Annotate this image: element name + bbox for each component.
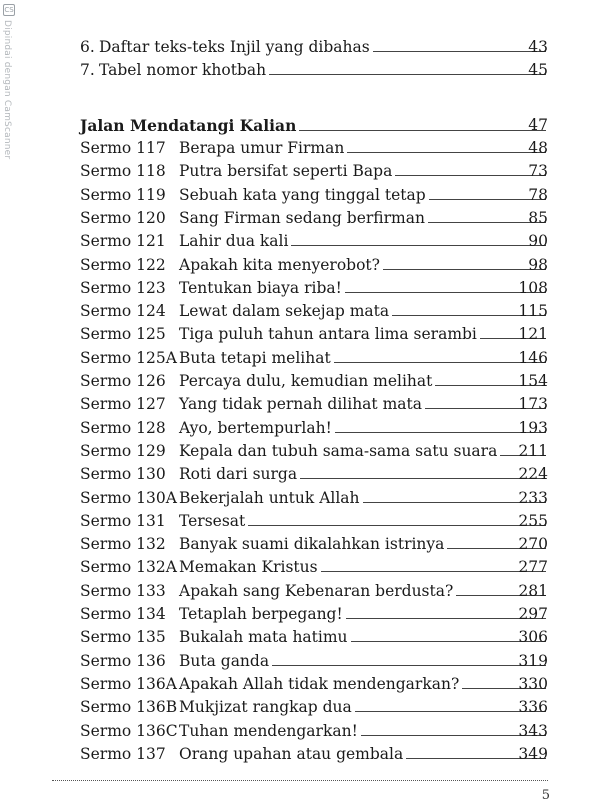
entry-title-wrap: [179, 743, 548, 766]
toc-entry: [0, 463, 600, 486]
toc-entry: [0, 440, 600, 463]
entry-page: 45: [528, 61, 548, 79]
entry-page: 336: [518, 698, 548, 717]
entry-title: Roti dari surga: [179, 465, 298, 484]
entry-number: Sermo 132A: [80, 558, 177, 577]
toc-entry: [0, 533, 600, 556]
entry-number: Sermo 135: [80, 628, 166, 647]
entry-page: 193: [518, 418, 548, 437]
entry-title: Kepala dan tubuh sama-sama satu suara: [179, 441, 498, 460]
entry-title-wrap: [179, 207, 548, 230]
page-number-fragment: 5: [541, 788, 550, 803]
entry-number: Sermo 118: [80, 162, 166, 181]
entry-number: Sermo 125: [80, 325, 166, 344]
toc-entry: [0, 254, 600, 277]
entry-title-wrap: [179, 580, 548, 603]
entry-title-wrap: [179, 720, 548, 743]
entry-title: Memakan Kristus: [179, 558, 318, 577]
entry-page: 108: [518, 278, 548, 297]
toc-entry: [0, 673, 600, 696]
entry-page: 349: [518, 744, 548, 763]
bottom-dotted-rule: [52, 780, 548, 781]
toc-entry: [0, 393, 600, 416]
toc-entry-7: [0, 59, 600, 82]
entry-title-wrap: [179, 510, 548, 533]
entry-title-wrap: [179, 347, 548, 370]
entry-title-wrap: [179, 533, 548, 556]
entry-title-wrap: [179, 184, 548, 207]
entry-page: 121: [518, 325, 548, 344]
entry-title: Apakah sang Kebenaran berdusta?: [179, 581, 454, 600]
entry-number: Sermo 136: [80, 651, 166, 670]
entry-title-wrap: [179, 696, 548, 719]
entry-page: 255: [518, 511, 548, 530]
entry-title: Putra bersifat seperti Bapa: [179, 162, 393, 181]
entry-number: 6.: [80, 38, 95, 56]
entry-page: 330: [518, 674, 548, 693]
entry-title-wrap: [179, 137, 548, 160]
entry-number: Sermo 122: [80, 255, 166, 274]
entry-number: Sermo 129: [80, 441, 166, 460]
toc-entry: [0, 160, 600, 183]
entry-title: Mukjizat rangkap dua: [179, 698, 352, 717]
entry-title-wrap: [179, 254, 548, 277]
entry-number: Sermo 117: [80, 139, 166, 157]
toc-entry: [0, 510, 600, 533]
entry-number: Sermo 119: [80, 185, 166, 204]
toc-entry: [0, 720, 600, 743]
entry-number: Sermo 131: [80, 511, 166, 530]
leader-line: [272, 650, 546, 666]
entry-title: Orang upahan atau gembala: [179, 744, 404, 763]
entry-title: Bekerjalah untuk Allah: [179, 488, 360, 507]
entry-title: Buta tetapi melihat: [179, 348, 331, 367]
toc-entry: [0, 347, 600, 370]
leader-line: [300, 463, 546, 479]
entry-number: Sermo 127: [80, 395, 166, 414]
camscanner-text: Dipindai dengan CamScanner: [2, 20, 12, 160]
entry-title: Apakah kita menyerobot?: [179, 255, 380, 274]
entry-number: Sermo 125A: [80, 348, 177, 367]
entry-page: 85: [528, 208, 548, 227]
toc-entry: [0, 556, 600, 579]
toc-entry: [0, 300, 600, 323]
entry-page: 233: [518, 488, 548, 507]
entry-page: 90: [528, 232, 548, 251]
entry-number: Sermo 136B: [80, 698, 178, 717]
entry-title: Ayo, bertempurlah!: [179, 418, 332, 437]
toc-entry: [0, 603, 600, 626]
toc-entry: [0, 207, 600, 230]
toc-entry: [0, 230, 600, 253]
entry-title: Tuhan mendengarkan!: [179, 721, 358, 740]
entry-title-wrap: [179, 650, 548, 673]
entry-page: 115: [518, 302, 548, 321]
entry-number: Sermo 133: [80, 581, 166, 600]
section-title: Jalan Mendatangi Kalian: [80, 116, 297, 135]
entry-title-wrap: [179, 393, 548, 416]
toc-entry: [0, 370, 600, 393]
entry-page: 211: [518, 441, 548, 460]
entry-page: 281: [518, 581, 548, 600]
leader-line: [248, 510, 546, 526]
entry-page: 319: [518, 651, 548, 670]
entry-title-wrap: [179, 370, 548, 393]
entry-number: Sermo 136A: [80, 674, 177, 693]
entry-number: Sermo 137: [80, 744, 166, 763]
entry-number: Sermo 132: [80, 535, 166, 554]
entry-page: 297: [518, 605, 548, 623]
entry-title-wrap: [179, 300, 548, 323]
entry-number: Sermo 128: [80, 418, 166, 437]
toc-entry: [0, 417, 600, 440]
entry-title-wrap: [179, 626, 548, 649]
entry-page: 154: [518, 372, 548, 390]
entry-number: Sermo 121: [80, 232, 166, 251]
entry-title: Tiga puluh tahun antara lima serambi: [179, 325, 477, 344]
entry-title: Bukalah mata hatimu: [179, 628, 348, 647]
entry-title-wrap: [179, 673, 548, 696]
entry-title-wrap: [179, 463, 548, 486]
entry-title: Daftar teks-teks Injil yang dibahas: [99, 38, 370, 56]
leader-line: [269, 59, 546, 75]
entry-page: 73: [528, 162, 548, 181]
toc-entry: [0, 650, 600, 673]
leader-line: [321, 556, 546, 572]
entry-number: Sermo 134: [80, 605, 166, 623]
toc-entry: [0, 277, 600, 300]
entry-page: 43: [528, 38, 548, 56]
entry-number: Sermo 124: [80, 302, 166, 321]
entry-page: 270: [518, 535, 548, 554]
toc-entry: [0, 137, 600, 160]
toc-entry-6: [0, 36, 600, 59]
entry-title-wrap: [179, 556, 548, 579]
entry-page: 98: [528, 255, 548, 274]
entry-title-wrap: [179, 230, 548, 253]
entry-page: 306: [518, 628, 548, 647]
toc-entry: [0, 743, 600, 766]
entry-number: Sermo 123: [80, 278, 166, 297]
toc-entry: [0, 696, 600, 719]
entry-number: Sermo 120: [80, 208, 166, 227]
entry-title: Tentukan biaya riba!: [179, 278, 342, 297]
entry-number: Sermo 130A: [80, 488, 177, 507]
entry-number: 7.: [80, 61, 95, 79]
entry-page: 146: [518, 348, 548, 367]
entry-title: Lahir dua kali: [179, 232, 289, 251]
entry-title-wrap: [179, 277, 548, 300]
camscanner-logo-icon: CS: [4, 6, 14, 14]
entry-title: Percaya dulu, kemudian melihat: [179, 372, 433, 390]
entry-number: Sermo 130: [80, 465, 166, 484]
entry-title: Sang Firman sedang berfirman: [179, 208, 425, 227]
toc-entry: [0, 487, 600, 510]
entry-page: 173: [518, 395, 548, 414]
toc-entry: [0, 626, 600, 649]
entry-title: Sebuah kata yang tinggal tetap: [179, 185, 426, 204]
leader-line: [299, 115, 546, 131]
section-heading: [0, 114, 600, 137]
toc-entry: [0, 184, 600, 207]
entry-title: Berapa umur Firman: [179, 139, 345, 157]
entry-title-wrap: [179, 440, 548, 463]
toc-entry: [0, 580, 600, 603]
entry-title-wrap: [179, 603, 548, 626]
entry-title-wrap: [179, 417, 548, 440]
section-page: 47: [528, 116, 548, 134]
entry-title: Tetaplah berpegang!: [179, 605, 343, 623]
entry-page: 343: [518, 721, 548, 740]
entry-title-wrap: [99, 36, 548, 59]
entry-title: Banyak suami dikalahkan istrinya: [179, 535, 445, 554]
entry-title: Lewat dalam sekejap mata: [179, 302, 390, 321]
entry-number: Sermo 136C: [80, 721, 178, 740]
entry-number: Sermo 126: [80, 372, 166, 390]
leader-line: [291, 230, 546, 246]
entry-title-wrap: [179, 487, 548, 510]
entry-title-wrap: [99, 59, 548, 82]
toc-entry: [0, 323, 600, 346]
entry-page: 78: [528, 185, 548, 204]
entry-page: 224: [518, 465, 548, 484]
entry-title: Buta ganda: [179, 651, 270, 670]
entry-page: 48: [528, 139, 548, 157]
entry-title: Apakah Allah tidak mendengarkan?: [179, 674, 460, 693]
entry-title-wrap: [179, 160, 548, 183]
entry-title: Yang tidak pernah dilihat mata: [179, 395, 422, 414]
entry-title-wrap: [179, 323, 548, 346]
section-title-wrap: [80, 114, 548, 137]
entry-title: Tersesat: [179, 511, 246, 530]
entry-page: 277: [518, 558, 548, 577]
entry-title: Tabel nomor khotbah: [99, 61, 267, 79]
